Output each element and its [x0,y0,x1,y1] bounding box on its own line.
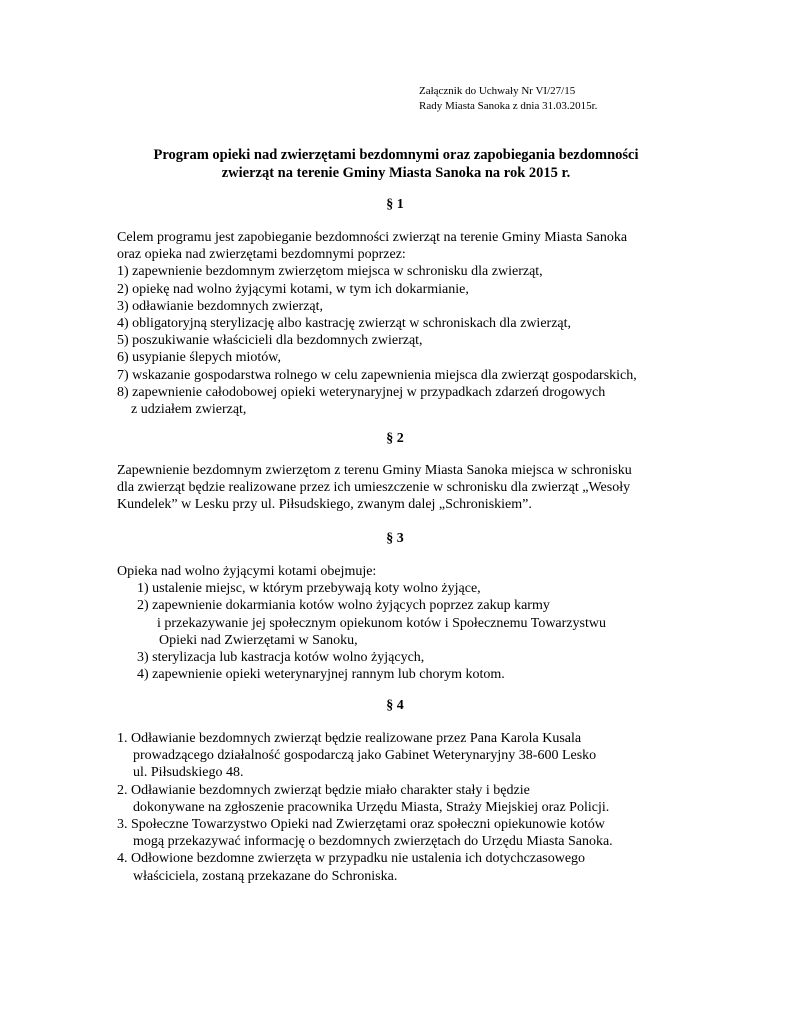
section-4-item-4-continuation: właściciela, zostaną przekazane do Schroniska. [133,868,398,884]
title-line-2: zwierząt na terenie Gminy Miasta Sanoka na rok 2015 r. [221,165,571,181]
section-1-item-8-continuation: z udziałem zwierząt, [131,402,247,418]
section-1-item-1: 1) zapewnienie bezdomnym zwierzętom miejsca w schronisku dla zwierząt, [117,264,543,280]
section-1-intro-line-2: oraz opieka nad zwierzętami bezdomnymi poprzez: [117,247,406,263]
section-1-body [117,229,717,418]
section-3-item-1: 1) ustalenie miejsc, w którym przebywają koty wolno żyjące, [137,581,481,597]
title-line-1: Program opieki nad zwierzętami bezdomnymi oraz zapobiegania bezdomności [153,147,639,163]
section-1-item-6: 6) usypianie ślepych miotów, [117,350,281,366]
section-3-item-2: 2) zapewnienie dokarmiania kotów wolno żyjących poprzez zakup karmy [137,598,550,614]
section-3-item-2-continuation-1: i przekazywanie jej społecznym opiekunom kotów i Społecznemu Towarzystwu [157,615,606,631]
section-1-item-7: 7) wskazanie gospodarstwa rolnego w celu zapewnienia miejsca dla zwierząt gospodarskich, [117,367,637,383]
section-4-body [117,730,717,885]
section-3-item-3: 3) sterylizacja lub kastracja kotów wolno żyjących, [137,650,425,666]
section-3-item-2-continuation-2: Opieki nad Zwierzętami w Sanoku, [159,632,358,648]
section-3-item-4: 4) zapewnienie opieki weterynaryjnej rannym lub chorym kotom. [137,667,505,683]
section-3-body [117,563,717,683]
section-4-item-4: 4. Odłowione bezdomne zwierzęta w przypadku nie ustalenia ich dotychczasowego [117,851,586,867]
section-4-item-3-continuation: mogą przekazywać informację o bezdomnych zwierzętach do Urzędu Miasta Sanoka. [133,834,613,850]
section-4-item-1-continuation-2: ul. Piłsudskiego 48. [133,765,244,781]
section-3-heading: § 3 [386,531,404,546]
section-2-body [117,462,717,514]
section-4-item-2: 2. Odławianie bezdomnych zwierząt będzie miało charakter stały i będzie [117,782,530,798]
section-4-item-1: 1. Odławianie bezdomnych zwierząt będzie realizowane przez Pana Karola Kusala [117,731,582,746]
annex-line-1: Załącznik do Uchwały Nr VI/27/15 [419,85,576,97]
section-1-item-8: 8) zapewnienie całodobowej opieki weterynaryjnej w przypadkach zdarzeń drogowych [117,384,606,400]
section-1-item-5: 5) poszukiwanie właścicieli dla bezdomnych zwierząt, [117,333,423,349]
section-1-item-4: 4) obligatoryjną sterylizację albo kastrację zwierząt w schroniskach dla zwierząt, [117,316,572,332]
annex-line-2: Rady Miasta Sanoka z dnia 31.03.2015r. [419,100,598,112]
section-2-line-1: Zapewnienie bezdomnym zwierzętom z terenu Gminy Miasta Sanoka miejsca w schronisku [117,463,632,478]
section-4-item-3: 3. Społeczne Towarzystwo Opieki nad Zwierzętami oraz społeczni opiekunowie kotów [117,817,605,833]
section-1-intro-line-1: Celem programu jest zapobieganie bezdomności zwierząt na terenie Gminy Miasta Sanoka [117,230,628,245]
section-2-line-3: Kundelek” w Lesku przy ul. Piłsudskiego, zwanym dalej „Schroniskiem”. [117,497,532,513]
annex-note [419,84,597,114]
section-4-item-1-continuation-1: prowadzącego działalność gospodarczą jako Gabinet Weterynaryjny 38-600 Lesko [133,748,597,764]
section-2-heading: § 2 [386,431,404,446]
section-1-heading: § 1 [386,197,404,212]
section-4-item-2-continuation: dokonywane na zgłoszenie pracownika Urzędu Miasta, Straży Miejskiej oraz Policji. [133,799,610,815]
section-2-line-2: dla zwierząt będzie realizowane przez ich umieszczenie w schronisku dla zwierząt „Wesoły [117,480,631,496]
section-4-heading: § 4 [386,698,404,713]
section-3-intro: Opieka nad wolno żyjącymi kotami obejmuje: [117,564,377,579]
section-1-item-3: 3) odławianie bezdomnych zwierząt, [117,298,324,314]
section-1-item-2: 2) opiekę nad wolno żyjącymi kotami, w tym ich dokarmianie, [117,281,469,297]
document-title [100,146,692,182]
